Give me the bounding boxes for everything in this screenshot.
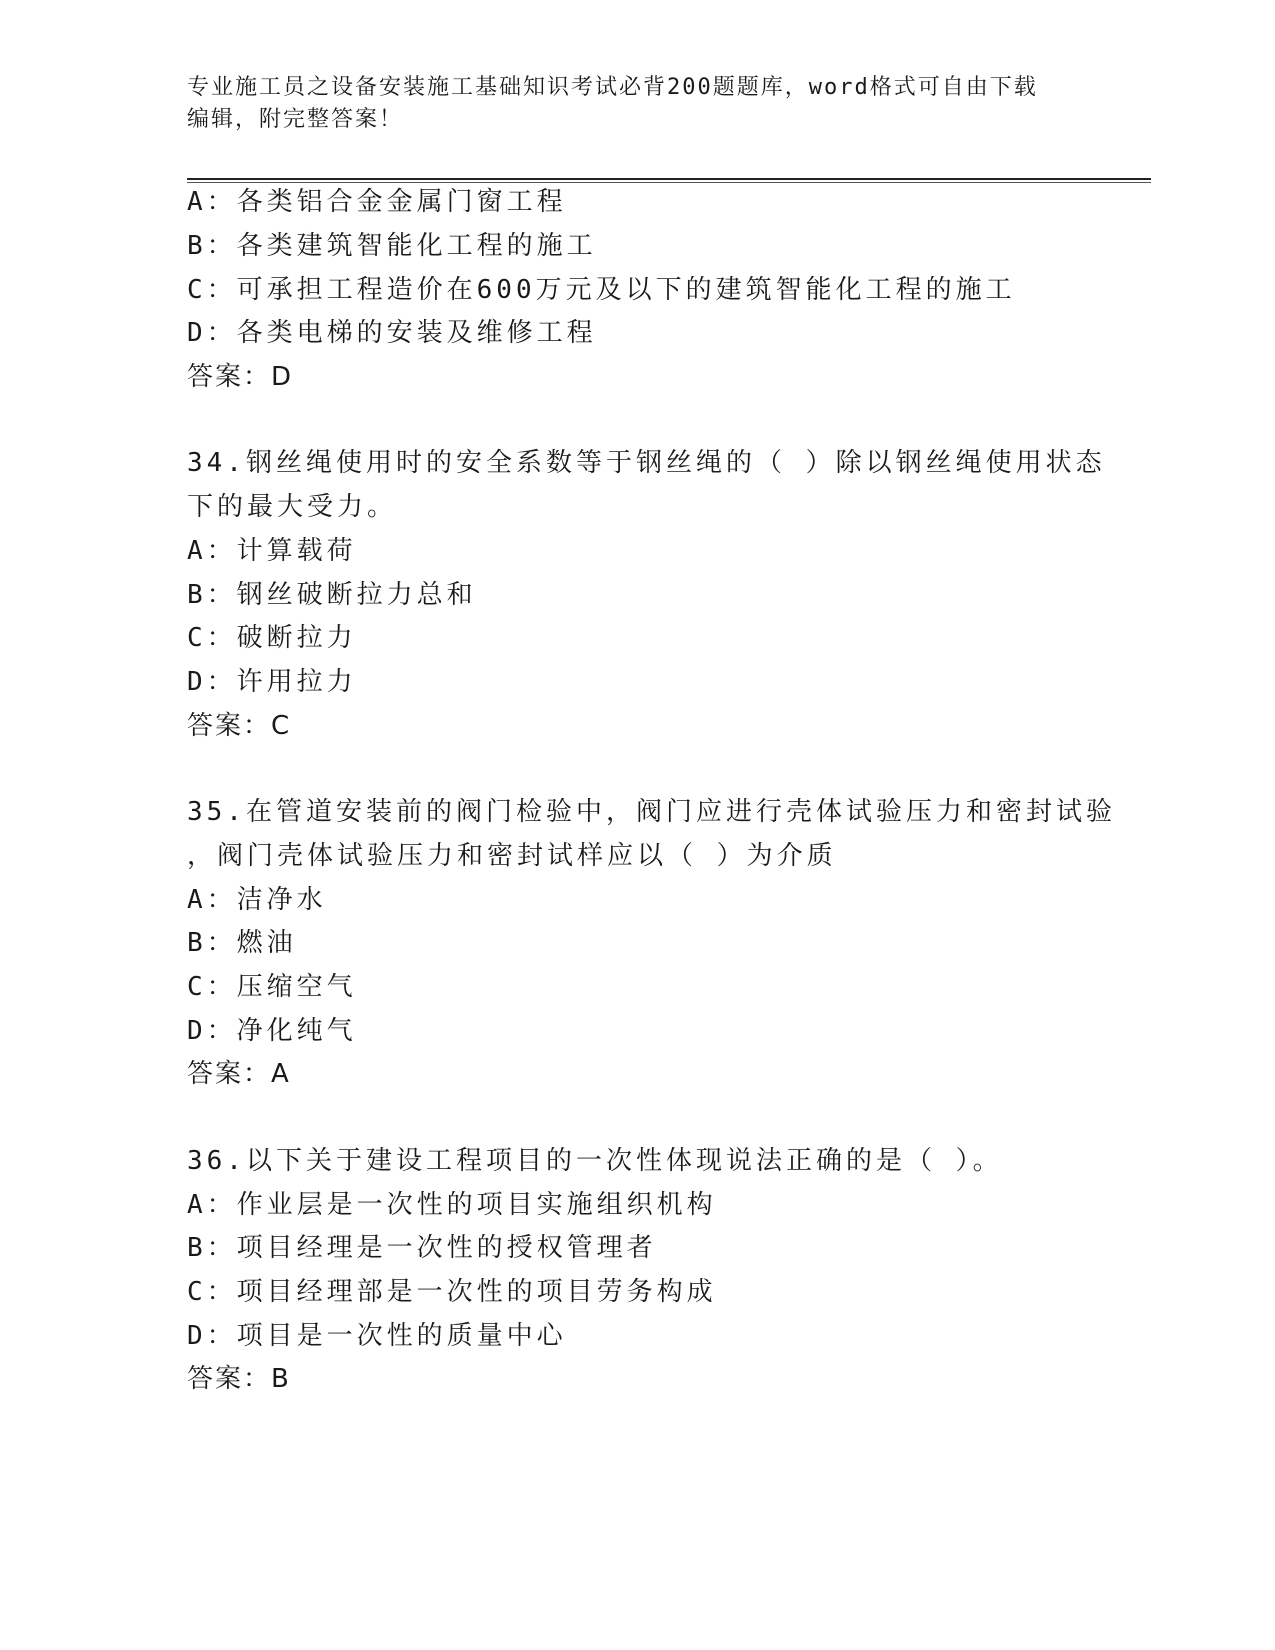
- q35-answer: 答案：A: [187, 1059, 291, 1089]
- header-divider-thick: [187, 178, 1151, 180]
- q36-stem-line1: 36.以下关于建设工程项目的一次性体现说法正确的是（ ）。: [187, 1146, 1003, 1176]
- q36-option-d: D：项目是一次性的质量中心: [187, 1321, 567, 1351]
- q34-option-a: A：计算载荷: [187, 536, 357, 566]
- q36-option-b: B：项目经理是一次性的授权管理者: [187, 1233, 657, 1263]
- q34-stem-line1: 34.钢丝绳使用时的安全系数等于钢丝绳的（ ）除以钢丝绳使用状态: [187, 448, 1106, 478]
- q33-answer: 答案：D: [187, 362, 294, 392]
- q33-option-b: B：各类建筑智能化工程的施工: [187, 231, 597, 261]
- q34-option-d: D：许用拉力: [187, 667, 357, 697]
- q34-option-c: C：破断拉力: [187, 623, 357, 653]
- q36-option-c: C：项目经理部是一次性的项目劳务构成: [187, 1277, 717, 1307]
- q36-option-a: A：作业层是一次性的项目实施组织机构: [187, 1190, 717, 1220]
- header-title-line2: 编辑，附完整答案！: [187, 107, 404, 132]
- q33-option-d: D：各类电梯的安装及维修工程: [187, 318, 597, 348]
- q34-answer: 答案：C: [187, 711, 292, 741]
- header-title-line1: 专业施工员之设备安装施工基础知识考试必背200题题库，word格式可自由下载: [187, 75, 1038, 100]
- header-divider-thin: [187, 182, 1151, 183]
- document-header: [187, 72, 1067, 136]
- q34-stem-line2: 下的最大受力。: [187, 492, 398, 522]
- q34-option-b: B：钢丝破断拉力总和: [187, 580, 477, 610]
- q35-stem-line2: ，阀门壳体试验压力和密封试样应以（ ）为介质: [187, 841, 837, 871]
- q33-option-a: A：各类铝合金金属门窗工程: [187, 187, 567, 217]
- q35-option-d: D：净化纯气: [187, 1016, 357, 1046]
- q36-answer: 答案：B: [187, 1364, 291, 1394]
- q35-option-a: A：洁净水: [187, 885, 327, 915]
- q35-option-c: C：压缩空气: [187, 972, 357, 1002]
- q35-option-b: B：燃油: [187, 928, 297, 958]
- q35-stem-line1: 35.在管道安装前的阀门检验中，阀门应进行壳体试验压力和密封试验: [187, 797, 1116, 827]
- q33-option-c: C：可承担工程造价在600万元及以下的建筑智能化工程的施工: [187, 275, 1016, 305]
